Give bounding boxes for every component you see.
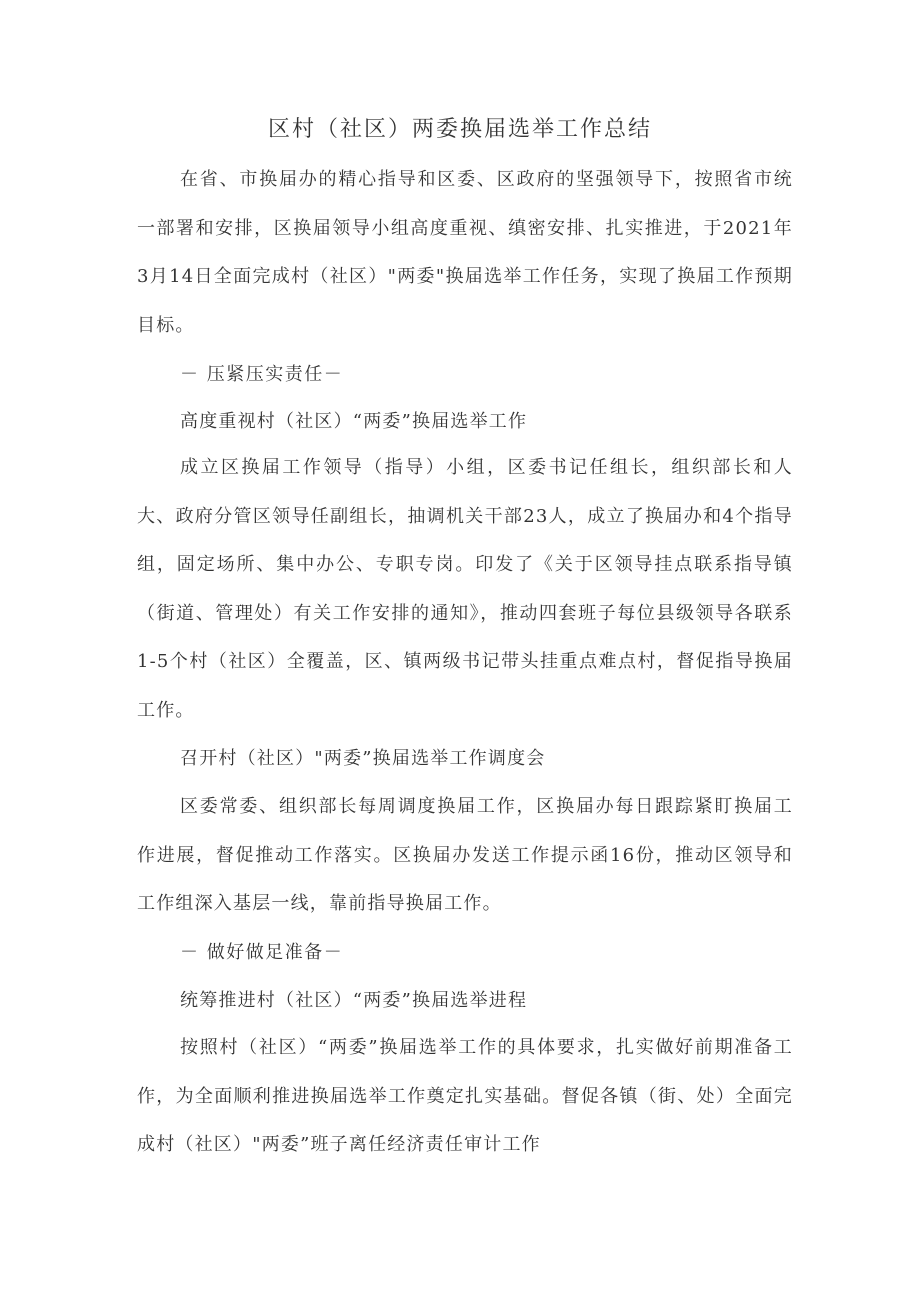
- section-1-subheading-1: 高度重视村（社区）“两委”换届选举工作: [180, 411, 528, 432]
- section-1-paragraph-1: 成立区换届工作领导（指导）小组，区委书记任组长，组织部长和人大、政府分管区领导任副组长，抽调机关干部23人，成立了换届办和4个指导组，固定场所、集中办公、专职专岗。印发了《关于区领导挂点联系指导镇（街道、管理处）有关工作安排的通知》，推动四套班子每位县级领导各联系1-5个村（社区）全覆盖，区、镇两级书记带头挂重点难点村，督促指导换届工作。: [137, 457, 793, 721]
- section-2-subheading-1: 统筹推进村（社区）“两委”换届选举进程: [180, 990, 528, 1011]
- section-1-paragraph-2: 区委常委、组织部长每周调度换届工作，区换届办每日跟踪紧盯换届工作进展，督促推动工作落实。区换届办发送工作提示函16份，推动区领导和工作组深入基层一线，靠前指导换届工作。: [137, 796, 793, 914]
- section-1-subheading-2: 召开村（社区）"两委”换届选举工作调度会: [180, 748, 546, 769]
- section-2-marker: － 做好做足准备－: [180, 942, 344, 963]
- section-2-paragraph-1: 按照村（社区）“两委”换届选举工作的具体要求，扎实做好前期准备工作，为全面顺利推进换届选举工作奠定扎实基础。督促各镇（街、处）全面完成村（社区）"两委”班子离任经济责任审计工作: [137, 1037, 793, 1155]
- section-1-marker: － 压紧压实责任－: [180, 364, 344, 385]
- intro-paragraph: 在省、市换届办的精心指导和区委、区政府的坚强领导下，按照省市统一部署和安排，区换届领导小组高度重视、缜密安排、扎实推进，于2021年3月14日全面完成村（社区）"两委"换届选举工作任务，实现了换届工作预期目标。: [137, 169, 793, 336]
- document-title: 区村（社区）两委换届选举工作总结: [267, 117, 652, 142]
